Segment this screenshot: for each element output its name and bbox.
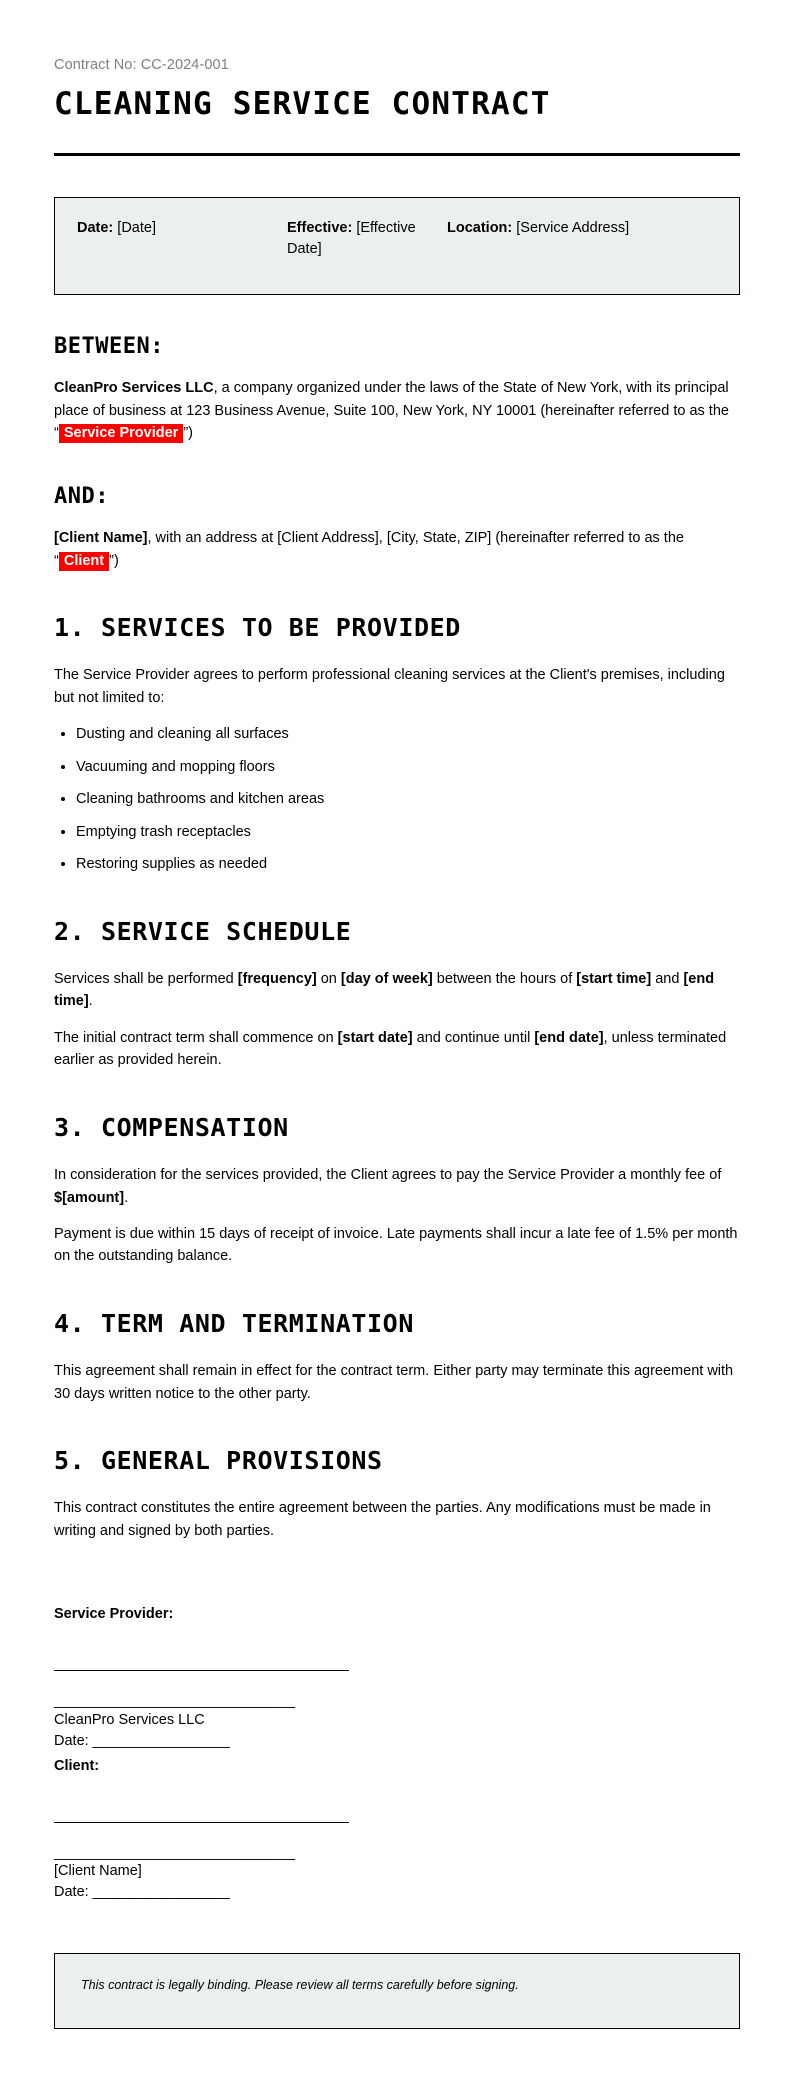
client-defined-term: Client: [59, 552, 109, 571]
term-text-2: and continue until: [412, 1029, 535, 1046]
client-text-before: , with an address at [Client Address], [City, State, ZIP] (hereinafter referred to as the “: [54, 530, 684, 569]
term-text-3: , unless terminated earlier as provided herein.: [54, 1029, 727, 1069]
section-1-heading: 1. SERVICES TO BE PROVIDED: [54, 613, 461, 643]
date-value: [Date]: [117, 220, 156, 237]
section-4-heading: 4. TERM AND TERMINATION: [54, 1308, 414, 1338]
section-5-paragraph-1: This contract constitutes the entire agreement between the parties. Any modifications must be made in writing and signed by both parties.: [54, 1500, 711, 1539]
contract-info-box: [54, 197, 740, 295]
term-end-date-placeholder: [end date]: [534, 1029, 604, 1046]
location-value: [Service Address]: [516, 220, 630, 237]
service-provider-paragraph: [54, 377, 740, 444]
client-signature-name: [Client Name]: [54, 1863, 142, 1880]
list-item: • Cleaning bathrooms and kitchen areas: [76, 788, 740, 810]
document-header: [54, 55, 740, 156]
client-signature-underscores: _______________________________: [54, 1844, 295, 1861]
contract-number-label: Contract No: CC-2024-001: [54, 57, 229, 73]
legal-notice-text: This contract is legally binding. Please review all terms carefully before signing.: [81, 1978, 519, 1993]
signature-area: [54, 1604, 740, 1903]
list-item: • Vacuuming and mopping floors: [76, 756, 740, 778]
signature-block-client: [54, 1756, 740, 1903]
section-3-paragraph-1: [54, 1164, 740, 1209]
service-provider-defined-term: Service Provider: [59, 424, 183, 443]
compensation-text-2: .: [124, 1189, 129, 1206]
provider-signature-role-label: Service Provider:: [54, 1606, 174, 1623]
section-3-paragraph-2: Payment is due within 15 days of receipt of invoice. Late payments shall incur a late fee of 1.5% per month on the outstanding balance.: [54, 1226, 738, 1265]
services-list: [54, 723, 740, 875]
section-5-heading: 5. GENERAL PROVISIONS: [54, 1446, 383, 1476]
schedule-text-1: Services shall be performed: [54, 970, 238, 987]
client-paragraph: [54, 527, 740, 572]
term-text-1: The initial contract term shall commence on: [54, 1029, 338, 1046]
client-name: [Client Name]: [54, 530, 148, 547]
schedule-frequency-placeholder: [frequency]: [237, 970, 317, 987]
provider-signature-name: CleanPro Services LLC: [54, 1711, 205, 1728]
schedule-text-5: .: [88, 993, 93, 1010]
between-heading: BETWEEN:: [54, 334, 164, 360]
service-provider-text-after: ”): [183, 425, 193, 442]
schedule-start-time-placeholder: [start time]: [576, 970, 652, 987]
client-signature-role-label: Client:: [54, 1757, 100, 1774]
section-1-intro: The Service Provider agrees to perform professional cleaning services at the Client's premises, including but not limited to:: [54, 667, 725, 706]
schedule-day-placeholder: [day of week]: [340, 970, 433, 987]
list-item: • Emptying trash receptacles: [76, 821, 740, 843]
section-2-paragraph-2: [54, 1027, 740, 1072]
list-item: • Dusting and cleaning all surfaces: [76, 723, 740, 745]
provider-signature-underscores: _______________________________: [54, 1693, 295, 1710]
legal-notice-box: [54, 1953, 740, 2029]
section-2-heading: 2. SERVICE SCHEDULE: [54, 916, 352, 946]
section-3-heading: 3. COMPENSATION: [54, 1112, 289, 1142]
effective-value: [Effective Date]: [287, 220, 416, 258]
schedule-text-3: between the hours of: [432, 970, 577, 987]
service-provider-name: CleanPro Services LLC: [54, 380, 214, 397]
effective-label: Effective:: [287, 220, 353, 237]
list-item: • Restoring supplies as needed: [76, 853, 740, 875]
signature-block-provider: [54, 1604, 740, 1751]
schedule-end-time-placeholder: [end time]: [54, 970, 715, 1010]
section-2-paragraph-1: [54, 968, 740, 1013]
section-4-paragraph-1: This agreement shall remain in effect for the contract term. Either party may terminate this agreement with 30 days written notice to the other party.: [54, 1363, 734, 1402]
page-title: CLEANING SERVICE CONTRACT: [54, 86, 551, 123]
service-provider-text-before: , a company organized under the laws of the State of New York, with its principal place of business at 123 Business Avenue, Suite 100, New York, NY 10001 (hereinafter referred to as the “: [54, 380, 729, 442]
location-label: Location:: [447, 220, 513, 237]
schedule-text-2: on: [316, 970, 341, 987]
provider-signature-date-line[interactable]: Date: _________________: [54, 1732, 230, 1749]
compensation-amount-placeholder: $[amount]: [54, 1189, 125, 1206]
provider-signature-line[interactable]: [54, 1670, 349, 1671]
info-field-date: [77, 218, 287, 239]
client-text-after: ”): [109, 552, 119, 569]
title-divider: [54, 153, 740, 156]
and-heading: AND:: [54, 483, 109, 509]
schedule-text-4: and: [651, 970, 684, 987]
term-start-date-placeholder: [start date]: [337, 1029, 413, 1046]
client-signature-date-line[interactable]: Date: _________________: [54, 1884, 230, 1901]
date-label: Date:: [77, 220, 114, 237]
compensation-text-1: In consideration for the services provided, the Client agrees to pay the Service Provider a monthly fee of: [54, 1167, 722, 1184]
info-field-location: [447, 218, 717, 239]
info-field-effective: [287, 218, 447, 260]
client-signature-line[interactable]: [54, 1822, 349, 1823]
